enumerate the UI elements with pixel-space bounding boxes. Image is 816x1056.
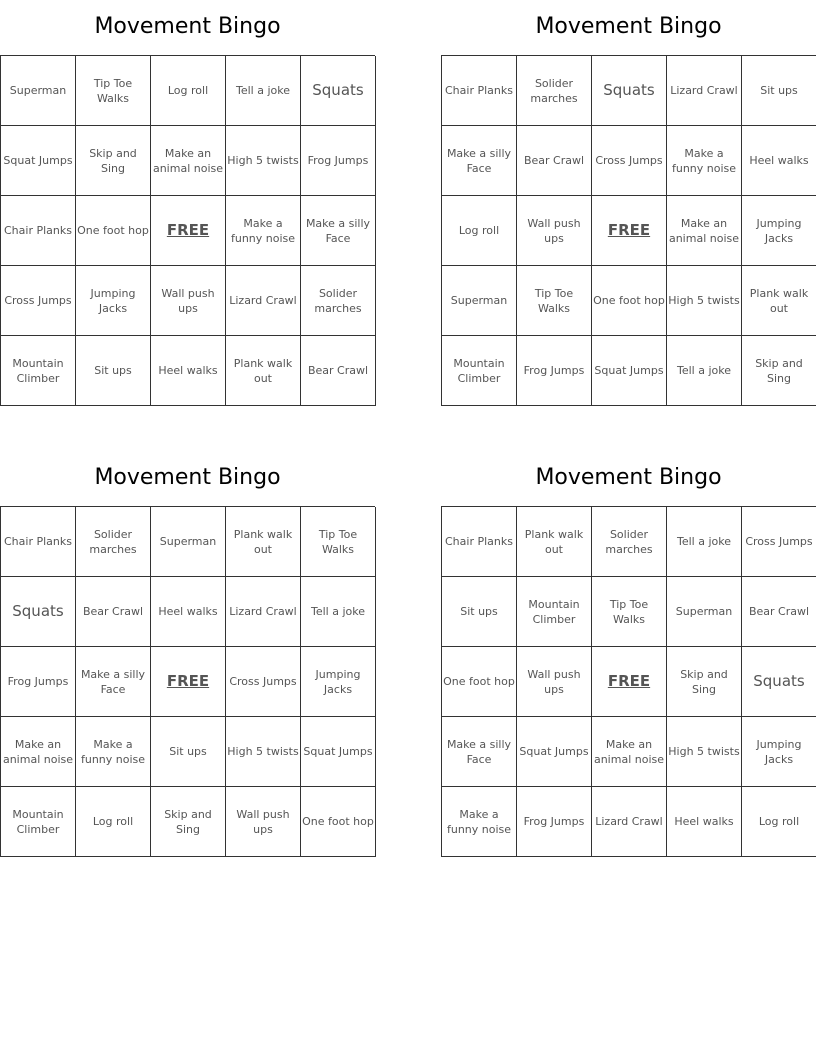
bingo-cell: Frog Jumps	[1, 647, 76, 717]
bingo-cell: Wall push ups	[151, 266, 226, 336]
bingo-cell: High 5 twists	[667, 717, 742, 787]
bingo-cell: Mountain Climber	[517, 577, 592, 647]
bingo-cell: Lizard Crawl	[226, 266, 301, 336]
bingo-cell: Cross Jumps	[226, 647, 301, 717]
bingo-cell: Skip and Sing	[667, 647, 742, 717]
bingo-cell: Bear Crawl	[742, 577, 816, 647]
bingo-cell: Log roll	[76, 787, 151, 857]
free-space: FREE	[151, 196, 226, 266]
bingo-grid	[0, 506, 375, 857]
bingo-cell: Squat Jumps	[592, 336, 667, 406]
bingo-cell: Solider marches	[301, 266, 376, 336]
bingo-cell: Jumping Jacks	[742, 717, 816, 787]
bingo-cell: Plank walk out	[517, 507, 592, 577]
bingo-cell: Tip Toe Walks	[301, 507, 376, 577]
bingo-cell: Tell a joke	[301, 577, 376, 647]
bingo-cell: Mountain Climber	[442, 336, 517, 406]
bingo-cell: Lizard Crawl	[592, 787, 667, 857]
bingo-cell: Log roll	[742, 787, 816, 857]
bingo-cell: One foot hop	[592, 266, 667, 336]
bingo-cell: Squats	[301, 56, 376, 126]
card-title: Movement Bingo	[535, 465, 722, 490]
bingo-cell: Bear Crawl	[517, 126, 592, 196]
bingo-cell: Superman	[1, 56, 76, 126]
bingo-cell: Make an animal noise	[1, 717, 76, 787]
bingo-grid	[0, 55, 375, 406]
bingo-cell: Heel walks	[667, 787, 742, 857]
free-space: FREE	[151, 647, 226, 717]
bingo-cell: Make a funny noise	[667, 126, 742, 196]
bingo-cell: One foot hop	[76, 196, 151, 266]
bingo-cell: Sit ups	[742, 56, 816, 126]
bingo-cell: Tell a joke	[667, 507, 742, 577]
bingo-cell: Chair Planks	[442, 56, 517, 126]
bingo-cell: Sit ups	[76, 336, 151, 406]
bingo-cell: Mountain Climber	[1, 787, 76, 857]
bingo-cell: Frog Jumps	[517, 787, 592, 857]
bingo-cell: Make a silly Face	[442, 717, 517, 787]
bingo-cell: Superman	[442, 266, 517, 336]
bingo-cell: Skip and Sing	[76, 126, 151, 196]
bingo-cell: Make an animal noise	[592, 717, 667, 787]
bingo-grid	[441, 506, 816, 857]
bingo-cell: Make a silly Face	[442, 126, 517, 196]
bingo-cell: Superman	[667, 577, 742, 647]
bingo-cell: One foot hop	[301, 787, 376, 857]
free-space: FREE	[592, 647, 667, 717]
bingo-cell: Cross Jumps	[592, 126, 667, 196]
card-title: Movement Bingo	[94, 465, 281, 490]
bingo-cell: Log roll	[442, 196, 517, 266]
bingo-cell: High 5 twists	[667, 266, 742, 336]
bingo-cell: Plank walk out	[742, 266, 816, 336]
bingo-cell: Make a funny noise	[76, 717, 151, 787]
bingo-cell: Cross Jumps	[1, 266, 76, 336]
bingo-cell: Bear Crawl	[76, 577, 151, 647]
bingo-cell: Solider marches	[76, 507, 151, 577]
card-title: Movement Bingo	[94, 14, 281, 39]
bingo-cell: Squats	[592, 56, 667, 126]
bingo-cell: Squats	[1, 577, 76, 647]
bingo-cell: Lizard Crawl	[667, 56, 742, 126]
bingo-cell: Frog Jumps	[301, 126, 376, 196]
bingo-grid	[441, 55, 816, 406]
bingo-cell: Make a funny noise	[442, 787, 517, 857]
bingo-cell: Tell a joke	[667, 336, 742, 406]
bingo-cell: Jumping Jacks	[76, 266, 151, 336]
bingo-cell: Tell a joke	[226, 56, 301, 126]
bingo-cell: Squats	[742, 647, 816, 717]
bingo-cell: Make an animal noise	[151, 126, 226, 196]
bingo-cell: Make a silly Face	[76, 647, 151, 717]
bingo-cell: Wall push ups	[226, 787, 301, 857]
bingo-cell: Sit ups	[151, 717, 226, 787]
bingo-cell: Chair Planks	[1, 196, 76, 266]
bingo-cell: Solider marches	[517, 56, 592, 126]
card-title: Movement Bingo	[535, 14, 722, 39]
bingo-cell: Lizard Crawl	[226, 577, 301, 647]
bingo-cell: Tip Toe Walks	[592, 577, 667, 647]
bingo-cell: Chair Planks	[442, 507, 517, 577]
bingo-cell: Heel walks	[151, 336, 226, 406]
bingo-cell: Superman	[151, 507, 226, 577]
free-space: FREE	[592, 196, 667, 266]
bingo-cell: Log roll	[151, 56, 226, 126]
bingo-cell: Skip and Sing	[151, 787, 226, 857]
bingo-cell: Skip and Sing	[742, 336, 816, 406]
bingo-cell: Frog Jumps	[517, 336, 592, 406]
bingo-cell: Mountain Climber	[1, 336, 76, 406]
bingo-cell: Jumping Jacks	[301, 647, 376, 717]
bingo-cell: Make an animal noise	[667, 196, 742, 266]
bingo-cell: Squat Jumps	[301, 717, 376, 787]
bingo-cell: Wall push ups	[517, 196, 592, 266]
bingo-cell: Plank walk out	[226, 336, 301, 406]
bingo-cell: Jumping Jacks	[742, 196, 816, 266]
bingo-cell: Chair Planks	[1, 507, 76, 577]
bingo-cell: Heel walks	[742, 126, 816, 196]
bingo-cell: Tip Toe Walks	[76, 56, 151, 126]
bingo-cell: Solider marches	[592, 507, 667, 577]
bingo-cell: Heel walks	[151, 577, 226, 647]
bingo-cell: Tip Toe Walks	[517, 266, 592, 336]
bingo-cell: Make a silly Face	[301, 196, 376, 266]
bingo-cell: One foot hop	[442, 647, 517, 717]
bingo-cell: Squat Jumps	[517, 717, 592, 787]
bingo-cell: High 5 twists	[226, 126, 301, 196]
bingo-cell: Make a funny noise	[226, 196, 301, 266]
bingo-cell: Plank walk out	[226, 507, 301, 577]
bingo-cell: Squat Jumps	[1, 126, 76, 196]
bingo-cell: Wall push ups	[517, 647, 592, 717]
bingo-cell: Bear Crawl	[301, 336, 376, 406]
bingo-cell: Sit ups	[442, 577, 517, 647]
bingo-cell: High 5 twists	[226, 717, 301, 787]
bingo-cell: Cross Jumps	[742, 507, 816, 577]
